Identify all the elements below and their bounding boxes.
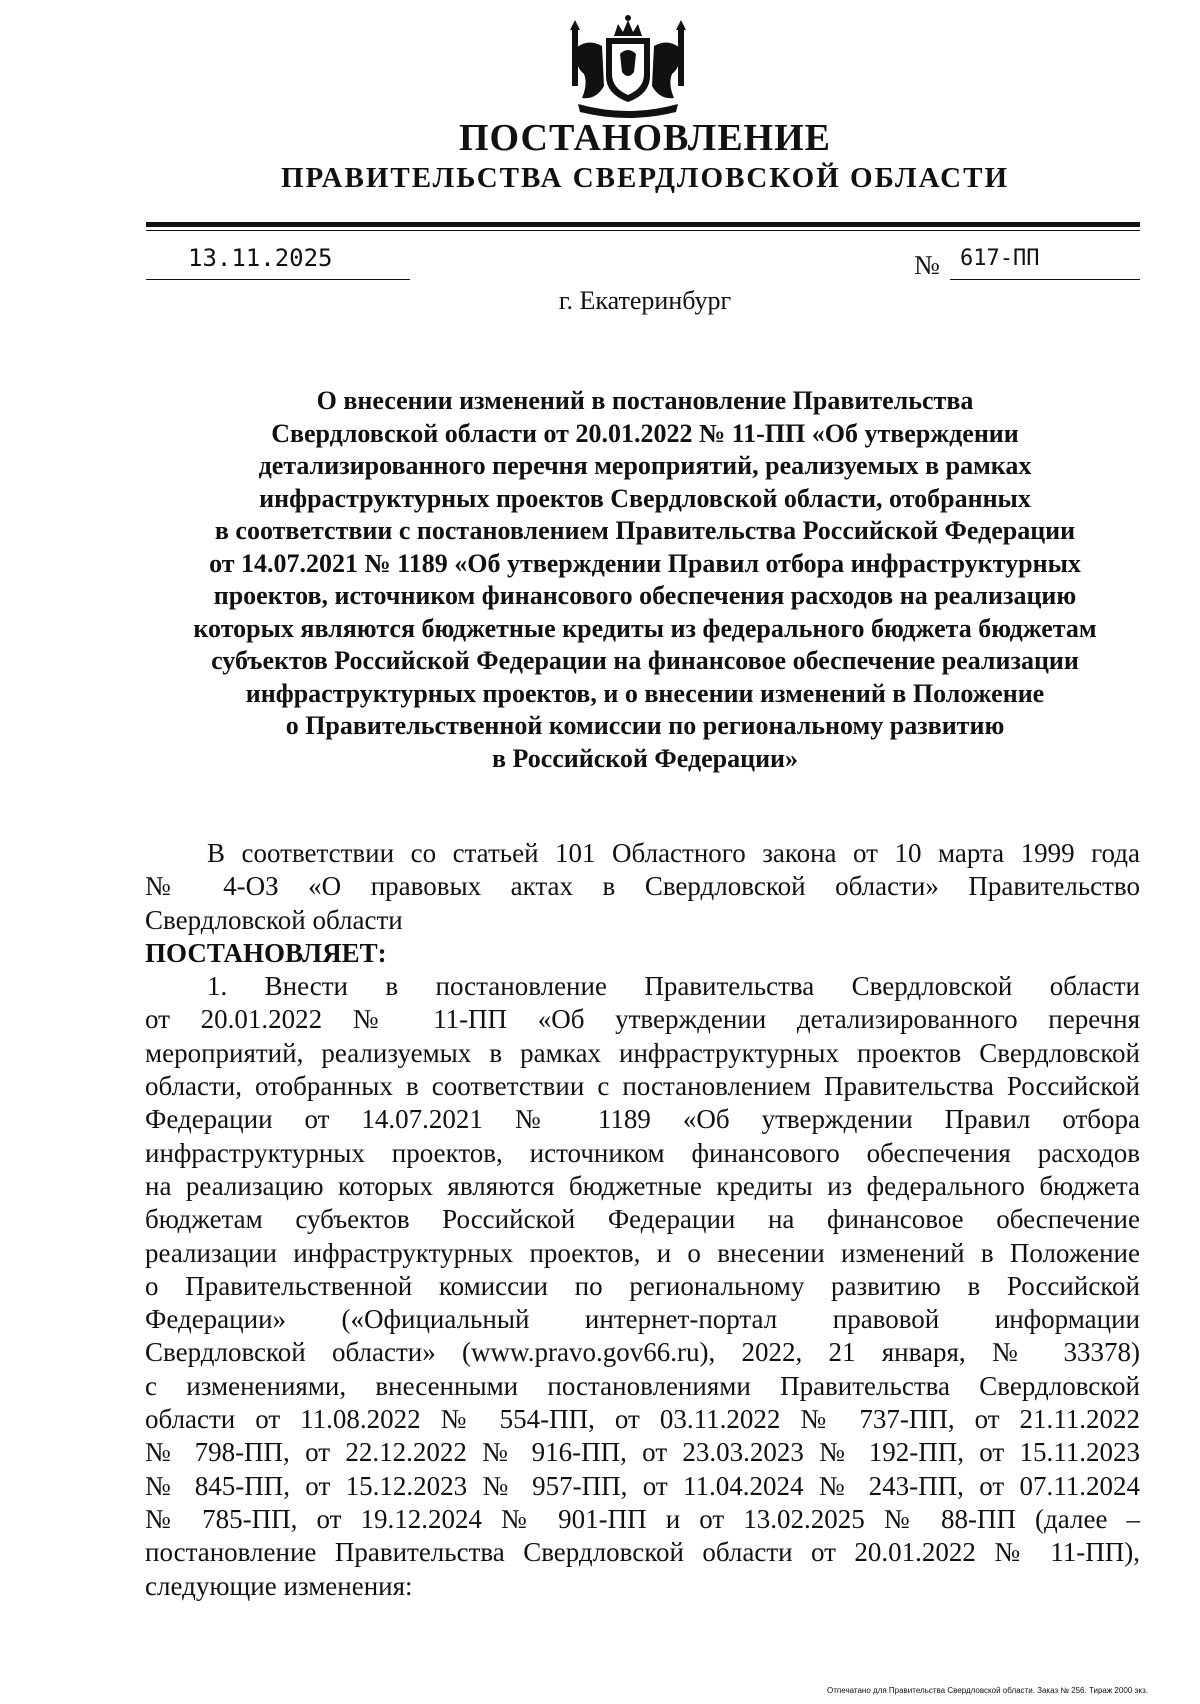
item-line: инфраструктурных проектов, источником финансового обеспечения расходов: [145, 1137, 1140, 1168]
title-line: Свердловской области от 20.01.2022 № 11-ПП «Об утверждении: [271, 418, 1019, 448]
item-line: бюджетам субъектов Российской Федерации на финансовое обеспечение: [145, 1204, 1140, 1235]
item-line: реализации инфраструктурных проектов, и о внесении изменений в Положение: [145, 1237, 1140, 1268]
title-line: проектов, источником финансового обеспечения расходов на реализацию: [213, 581, 1077, 610]
document-type-heading: ПОСТАНОВЛЕНИЕ: [458, 117, 832, 159]
item-line: Федерации» («Официальный интернет-портал правовой информации: [145, 1304, 1140, 1335]
coat-of-arms-icon: [568, 14, 688, 120]
item-line: области от 11.08.2022 № 554-ПП, от 03.11.2022 № 737-ПП, от 21.11.2022: [145, 1404, 1140, 1435]
number-underline: [950, 279, 1140, 280]
item-line: 1. Внести в постановление Правительства Свердловской области: [207, 971, 1140, 1002]
title-line: в соответствии с постановлением Правительства Российской Федерации: [214, 516, 1076, 545]
document-title: [150, 385, 1140, 775]
title-line: О внесении изменений в постановление Правительства: [316, 386, 974, 415]
header-rule-thick: [146, 222, 1140, 227]
document-date: 13.11.2025: [188, 244, 333, 272]
city-name: г. Екатеринбург: [558, 286, 732, 315]
issuer-heading: ПРАВИТЕЛЬСТВА СВЕРДЛОВСКОЙ ОБЛАСТИ: [280, 162, 1010, 194]
item-line: Федерации от 14.07.2021 № 1189 «Об утверждении Правил отбора: [145, 1104, 1140, 1135]
document-number: 617-ПП: [960, 246, 1040, 271]
item-line: постановление Правительства Свердловской области от 20.01.2022 № 11-ПП),: [145, 1537, 1140, 1568]
preamble-line: В соответствии со статьей 101 Областного закона от 10 марта 1999 года: [207, 838, 1140, 868]
title-line: от 14.07.2021 № 1189 «Об утверждении Правил отбора инфраструктурных: [209, 548, 1081, 578]
item-line: следующие изменения:: [145, 1570, 413, 1601]
document-body: [145, 837, 1140, 1603]
number-sign: №: [914, 250, 940, 280]
title-line: инфраструктурных проектов, и о внесении изменений в Положение: [245, 678, 1045, 708]
item-line: № 845-ПП, от 15.12.2023 № 957-ПП, от 11.04.2024 № 243-ПП, от 07.11.2024: [145, 1470, 1140, 1501]
preamble-line: № 4-ОЗ «О правовых актах в Свердловской области» Правительство: [145, 871, 1140, 902]
item-line: с изменениями, внесенными постановлениями Правительства Свердловской: [145, 1370, 1140, 1401]
item-line: мероприятий, реализуемых в рамках инфраструктурных проектов Свердловской: [145, 1037, 1140, 1068]
item-line: № 798-ПП, от 22.12.2022 № 916-ПП, от 23.03.2023 № 192-ПП, от 15.11.2023: [145, 1437, 1140, 1468]
item-line: № 785-ПП, от 19.12.2024 № 901-ПП и от 13.02.2025 № 88-ПП (далее –: [145, 1503, 1140, 1534]
item-line: о Правительственной комиссии по региональному развитию в Российской: [145, 1270, 1140, 1301]
title-line: субъектов Российской Федерации на финансовое обеспечение реализации: [211, 646, 1079, 675]
item-line: области, отобранных в соответствии с постановлением Правительства Российской: [145, 1071, 1140, 1102]
title-line: инфраструктурных проектов Свердловской области, отобранных: [259, 483, 1031, 513]
title-line: о Правительственной комиссии по региональному развитию: [285, 711, 1005, 740]
title-line: в Российской Федерации»: [491, 743, 799, 773]
header-rule-thin: [146, 230, 1140, 231]
decree-word: ПОСТАНОВЛЯЕТ:: [145, 937, 387, 968]
printer-note: Отпечатано для Правительства Свердловской области. Заказ № 256. Тираж 2000 экз.: [827, 1686, 1148, 1695]
preamble-line: Свердловской области: [145, 904, 403, 935]
title-line: детализированного перечня мероприятий, реализуемых в рамках: [258, 451, 1032, 480]
item-line: Свердловской области» (www.pravo.gov66.ru), 2022, 21 января, № 33378): [145, 1337, 1140, 1368]
item-line: на реализацию которых являются бюджетные кредиты из федерального бюджета: [145, 1170, 1140, 1201]
title-line: которых являются бюджетные кредиты из федерального бюджета бюджетам: [193, 613, 1097, 643]
date-underline: [146, 279, 410, 280]
item-line: от 20.01.2022 № 11-ПП «Об утверждении детализированного перечня: [145, 1004, 1140, 1035]
